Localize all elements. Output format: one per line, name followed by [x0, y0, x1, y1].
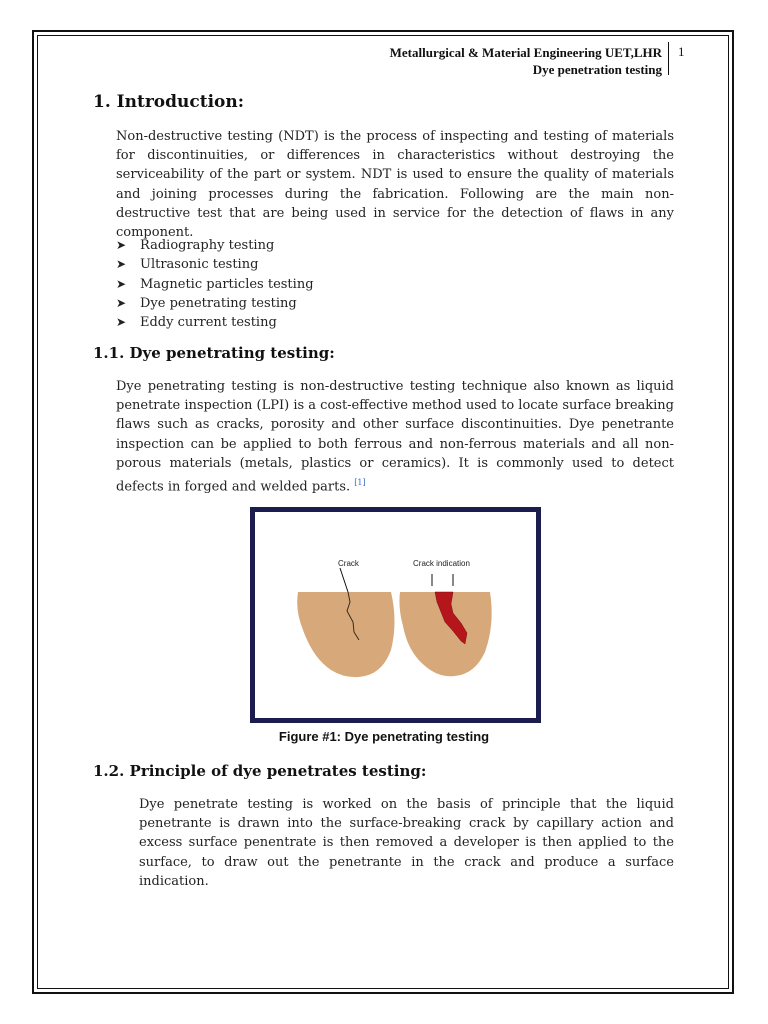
- arrow-bullet-icon: ➤: [116, 257, 127, 272]
- crack-diagram: [255, 512, 536, 718]
- list-item: ➤ Radiography testing: [116, 236, 314, 255]
- list-item: ➤ Dye penetrating testing: [116, 294, 314, 313]
- ndt-methods-list: [116, 236, 314, 332]
- arrow-bullet-icon: ➤: [116, 295, 127, 310]
- section-title-introduction: 1. Introduction:: [93, 92, 245, 112]
- page-number: 1: [678, 44, 685, 59]
- running-header: [390, 44, 662, 78]
- label-crack-indication: Crack indication: [413, 559, 470, 568]
- arrow-bullet-icon: ➤: [116, 276, 127, 291]
- specimen-left: [297, 592, 394, 677]
- list-item: ➤ Magnetic particles testing: [116, 275, 314, 294]
- principle-paragraph: Dye penetrate testing is worked on the basis of principle that the liquid penetrante is drawn into the surface-breaking crack by capillary action and excess surface penentrate is then removed a developer is then applied to the surface, to draw out the penetrante in the crack and produce a surface indication.: [139, 797, 674, 889]
- header-topic: Dye penetration testing: [532, 62, 662, 77]
- citation-link[interactable]: [1]: [354, 478, 366, 488]
- arrow-bullet-icon: ➤: [116, 315, 127, 330]
- arrow-bullet-icon: ➤: [116, 238, 127, 252]
- section-title-principle: 1.2. Principle of dye penetrates testing:: [93, 762, 427, 780]
- dye-penetrating-paragraph: Dye penetrating testing is non-destructive testing technique also known as liquid penetrate inspection (LPI) is a cost-effective method used to locate surface breaking flaws such as cracks, porosity and other surface discontinuities. Dye penetrante inspection can be applied to both ferrous and non-ferrous materials and all non-porous materials (metals, plastics or ceramics). It is commonly used to detect defects in forged and welded parts. [1]: [116, 379, 674, 495]
- header-separator: [668, 42, 669, 75]
- list-item: ➤ Eddy current testing: [116, 313, 314, 332]
- section-title-dye-penetrating: 1.1. Dye penetrating testing:: [93, 344, 335, 362]
- figure-crack-illustration: [250, 507, 541, 723]
- introduction-paragraph: Non-destructive testing (NDT) is the process of inspecting and testing of materials for discontinuities, or differences in characteristics without destroying the serviceability of the part or system. NDT is used to ensure the quality of materials and joining processes during the fabrication. Following are the main non-destructive test that are being used in service for the detection of flaws in any component.: [116, 129, 674, 241]
- list-item: ➤ Ultrasonic testing: [116, 255, 314, 274]
- label-crack: Crack: [338, 559, 359, 568]
- header-department: Metallurgical & Material Engineering UET,LHR: [389, 45, 662, 60]
- crack-pointer: [340, 568, 348, 592]
- figure-caption: Figure #1: Dye penetrating testing: [278, 729, 490, 744]
